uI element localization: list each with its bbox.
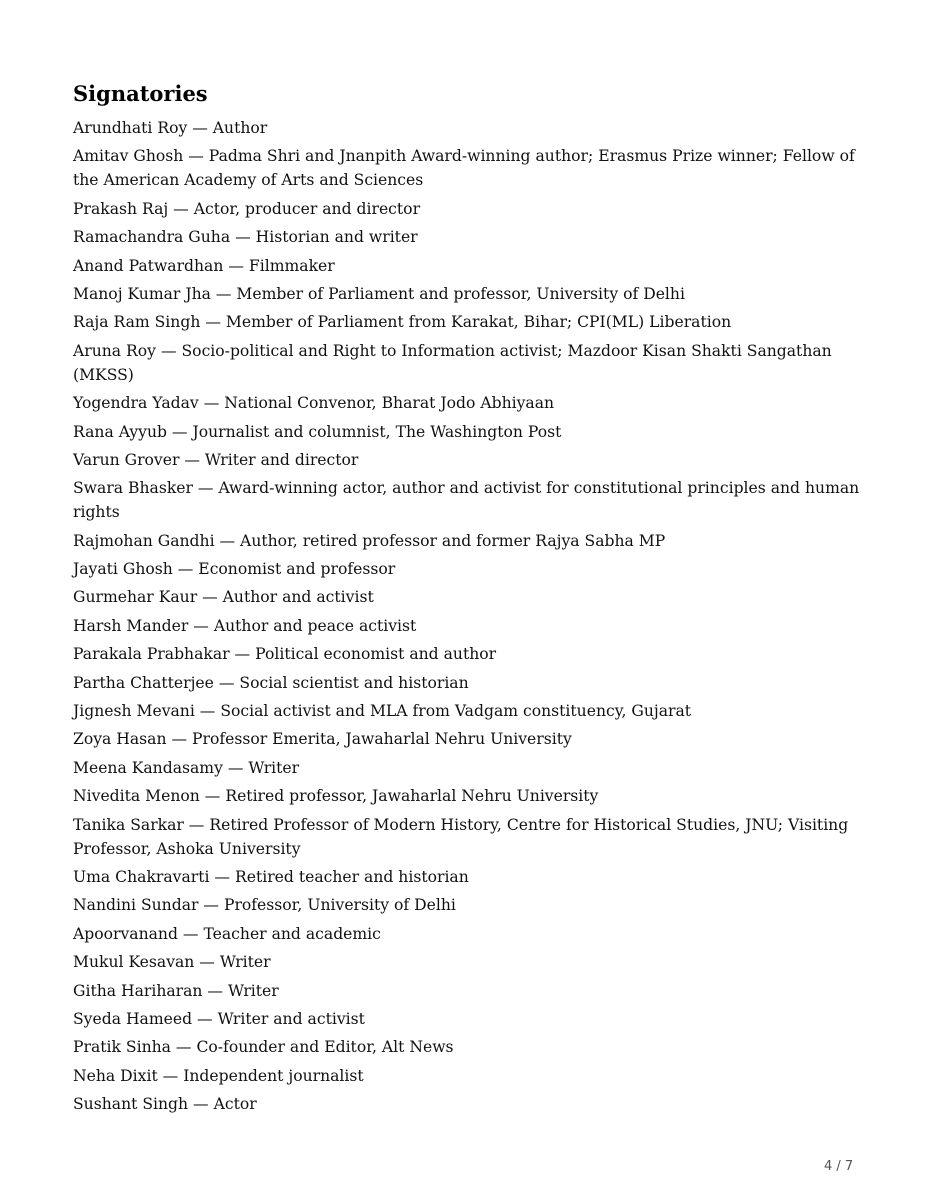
signatory-item: Prakash Raj — Actor, producer and director (73, 199, 421, 218)
signatory-item: Tanika Sarkar — Retired Professor of Modern History, Centre for Historical Studies, JNU; Visiting Professor, Ashoka University (73, 815, 849, 858)
signatory-item: Raja Ram Singh — Member of Parliament from Karakat, Bihar; CPI(ML) Liberation (73, 313, 732, 332)
signatory-item: Amitav Ghosh — Padma Shri and Jnanpith Award-winning author; Erasmus Prize winner; Fellow of the American Academy of Arts and Sciences (73, 147, 855, 190)
section-heading: Signatories (73, 81, 208, 106)
signatory-item: Neha Dixit — Independent journalist (73, 1066, 364, 1085)
signatory-item: Mukul Kesavan — Writer (73, 953, 271, 972)
signatory-item: Harsh Mander — Author and peace activist (73, 616, 417, 635)
signatory-item: Apoorvanand — Teacher and academic (73, 924, 381, 943)
signatory-item: Jignesh Mevani — Social activist and MLA from Vadgam constituency, Gujarat (73, 702, 692, 721)
signatory-item: Sushant Singh — Actor (73, 1095, 257, 1114)
signatory-item: Rana Ayyub — Journalist and columnist, The Washington Post (73, 422, 562, 441)
signatory-item: Githa Hariharan — Writer (73, 981, 279, 1000)
signatory-item: Zoya Hasan — Professor Emerita, Jawaharlal Nehru University (73, 730, 572, 749)
signatory-item: Gurmehar Kaur — Author and activist (73, 588, 374, 607)
signatory-item: Nandini Sundar — Professor, University of Delhi (73, 896, 456, 915)
signatory-item: Arundhati Roy — Author (73, 119, 268, 137)
signatories-list (73, 116, 873, 1116)
signatory-item: Aruna Roy — Socio-political and Right to Information activist; Mazdoor Kisan Shakti Sangathan (MKSS) (73, 341, 832, 384)
signatory-item: Anand Patwardhan — Filmmaker (73, 256, 335, 275)
signatory-item: Jayati Ghosh — Economist and professor (73, 560, 396, 579)
signatory-item: Swara Bhasker — Award-winning actor, author and activist for constitutional principles and human rights (73, 479, 860, 522)
signatory-item: Syeda Hameed — Writer and activist (73, 1009, 365, 1028)
signatory-item: Meena Kandasamy — Writer (73, 758, 300, 777)
document-page (73, 78, 873, 1121)
page-number: 4 / 7 (824, 1159, 854, 1174)
signatory-item: Yogendra Yadav — National Convenor, Bharat Jodo Abhiyaan (73, 394, 555, 413)
signatory-item: Pratik Sinha — Co-founder and Editor, Alt News (73, 1038, 454, 1057)
signatory-item: Parakala Prabhakar — Political economist and author (73, 645, 497, 664)
signatory-item: Uma Chakravarti — Retired teacher and historian (73, 867, 469, 886)
signatory-item: Ramachandra Guha — Historian and writer (73, 228, 418, 247)
signatory-item: Partha Chatterjee — Social scientist and historian (73, 673, 469, 692)
signatory-item: Rajmohan Gandhi — Author, retired professor and former Rajya Sabha MP (73, 531, 666, 550)
signatory-item: Nivedita Menon — Retired professor, Jawaharlal Nehru University (73, 787, 599, 806)
signatory-item: Manoj Kumar Jha — Member of Parliament and professor, University of Delhi (73, 284, 685, 303)
signatory-item: Varun Grover — Writer and director (73, 450, 359, 469)
